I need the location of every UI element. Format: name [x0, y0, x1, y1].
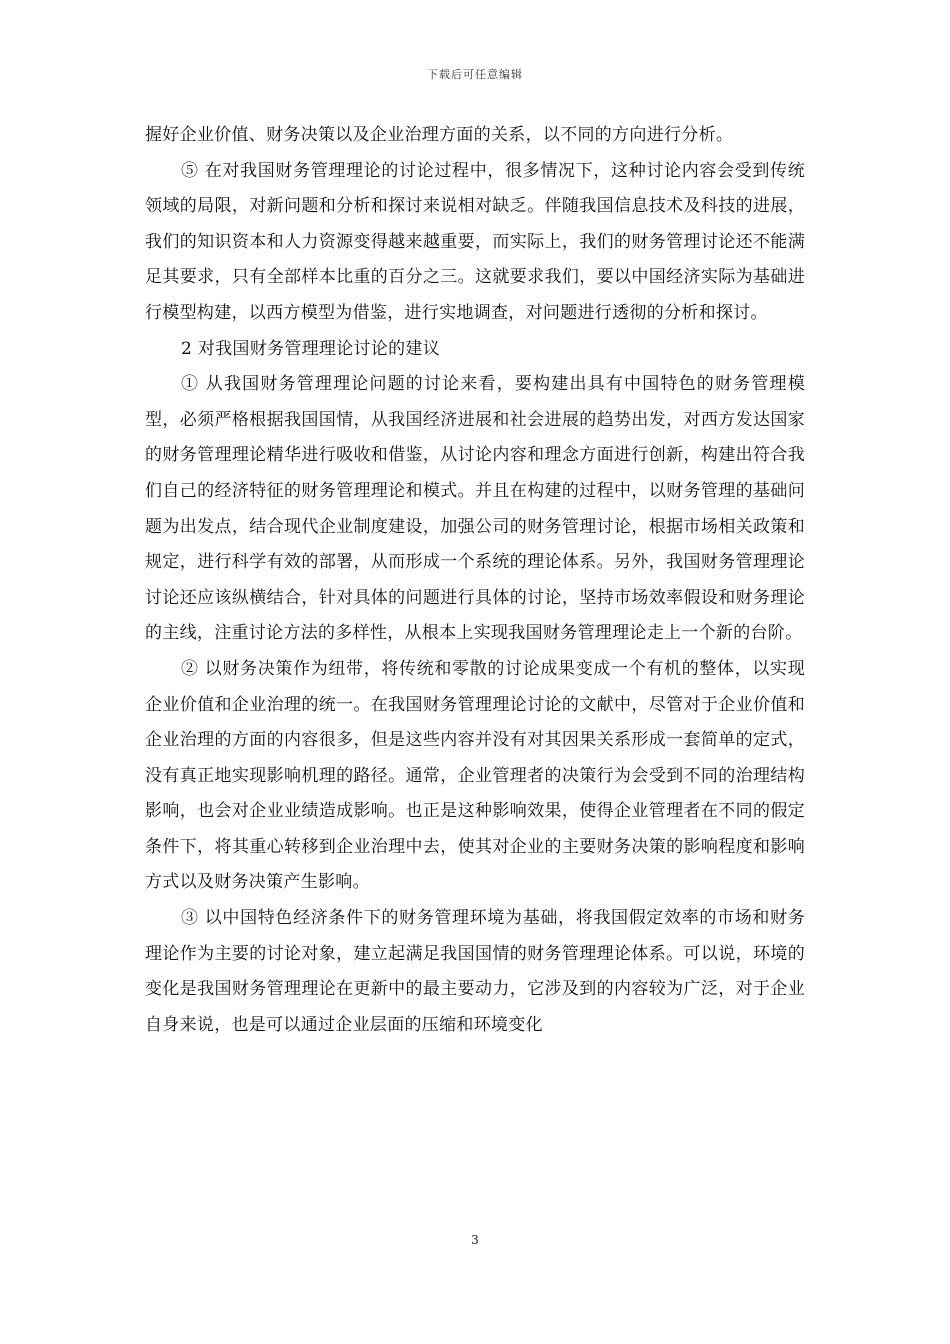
paragraph-continuation: 握好企业价值、财务决策以及企业治理方面的关系，以不同的方向进行分析。 — [145, 125, 734, 145]
page-header-note: 下载后可任意编辑 — [427, 68, 523, 81]
section-heading-suggestions: 2 对我国财务管理理论讨论的建议 — [181, 338, 441, 359]
paragraph-suggestion-1: ① 从我国财务管理理论问题的讨论来看，要构建出具有中国特色的财务管理模型，必须严格根据我国国情，从我国经济进展和社会进展的趋势出发，对西方发达国家的财务管理理论精华进行吸收和借鉴，从讨论内容和理念方面进行创新，构建出符合我们自己的经济特征的财务管理理论和模式。并且在构建的过程中，以财务管理的基础问题为出发点，结合现代企业制度建设，加强公司的财务管理讨论，根据市场相关政策和规定，进行科学有效的部署，从而形成一个系统的理论体系。另外，我国财务管理理论讨论还应该纵横结合，针对具体的问题进行具体的讨论，坚持市场效率假设和财务理论的主线，注重讨论方法的多样性，从根本上实现我国财务管理理论走上一个新的台阶。 — [145, 374, 805, 644]
paragraph-item-5: ⑤ 在对我国财务管理理论的讨论过程中，很多情况下，这种讨论内容会受到传统领域的局限，对新问题和分析和探讨来说相对缺乏。伴随我国信息技术及科技的进展，我们的知识资本和人力资源变得越来越重要，而实际上，我们的财务管理讨论还不能满足其要求，只有全部样本比重的百分之三。这就要求我们，要以中国经济实际为基础进行模型构建，以西方模型为借鉴，进行实地调查，对问题进行透彻的分析和探讨。 — [145, 160, 805, 323]
page-number: 3 — [471, 1233, 479, 1247]
paragraph-suggestion-2: ② 以财务决策作为纽带，将传统和零散的讨论成果变成一个有机的整体，以实现企业价值和企业治理的统一。在我国财务管理理论讨论的文献中，尽管对于企业价值和企业治理的方面的内容很多，但是这些内容并没有对其因果关系形成一套简单的定式，没有真正地实现影响机理的路径。通常，企业管理者的决策行为会受到不同的治理结构影响，也会对企业业绩造成影响。也正是这种影响效果，使得企业管理者在不同的假定条件下，将其重心转移到企业治理中去，使其对企业的主要财务决策的影响程度和影响方式以及财务决策产生影响。 — [145, 658, 805, 893]
paragraph-suggestion-3: ③ 以中国特色经济条件下的财务管理环境为基础，将我国假定效率的市场和财务理论作为主要的讨论对象，建立起满足我国国情的财务管理理论体系。可以说，环境的变化是我国财务管理理论在更新中的最主要动力，它涉及到的内容较为广泛，对于企业自身来说，也是可以通过企业层面的压缩和环境变化 — [145, 908, 805, 1035]
document-body — [145, 118, 805, 1043]
